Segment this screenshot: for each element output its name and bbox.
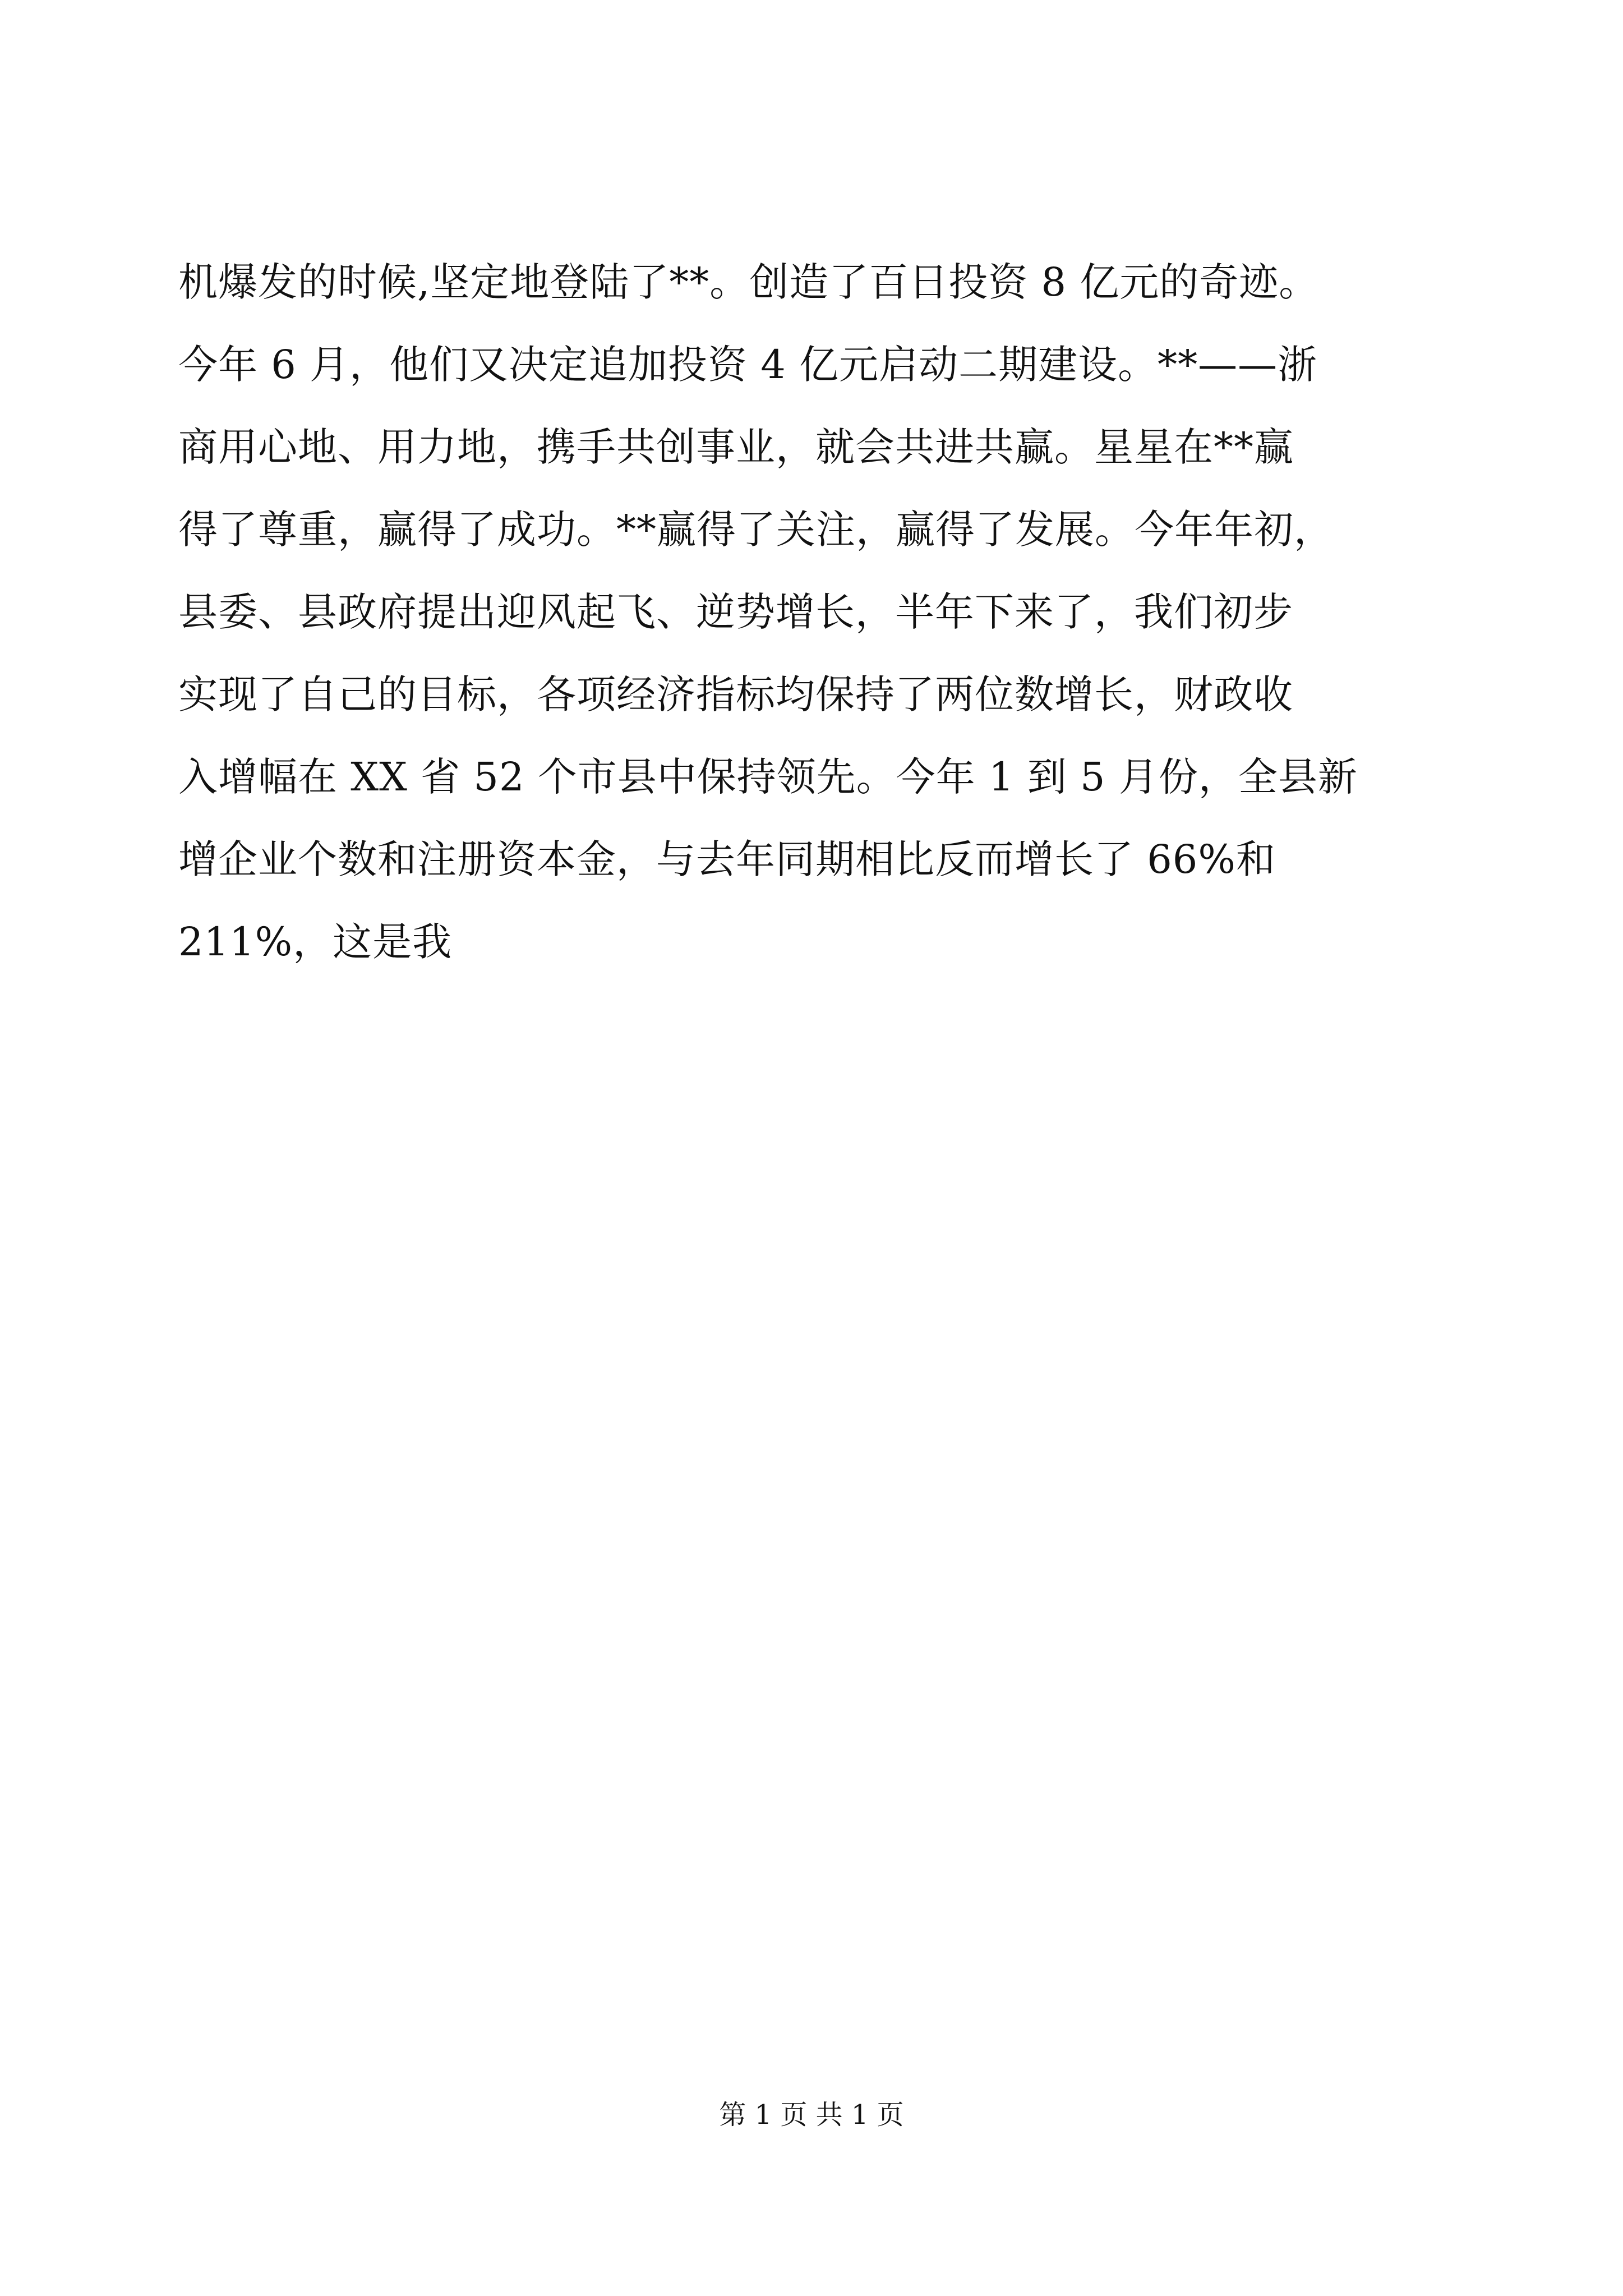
text-line: 商用心地、用力地，携手共创事业，就会共进共赢。星星在**赢 <box>178 424 1294 470</box>
page-footer <box>0 2095 1623 2134</box>
text-line: 入增幅在 XX 省 52 个市县中保持领先。今年 1 到 5 月份，全县新 <box>178 754 1358 800</box>
text-line: 得了尊重，赢得了成功。**赢得了关注，赢得了发展。今年年初， <box>178 507 1334 553</box>
text-line: 实现了自己的目标，各项经济指标均保持了两位数增长，财政收 <box>178 671 1293 717</box>
body-paragraph <box>178 241 1457 983</box>
text-line: 211%，这是我 <box>178 919 453 965</box>
text-line: 县委、县政府提出迎风起飞、逆势增长，半年下来了，我们初步 <box>178 589 1293 635</box>
text-line: 机爆发的时候,坚定地登陆了**。创造了百日投资 8 亿元的奇迹。 <box>178 259 1319 305</box>
text-line: 增企业个数和注册资本金，与去年同期相比反而增长了 66%和 <box>178 836 1276 882</box>
text-line: 今年 6 月，他们又决定追加投资 4 亿元启动二期建设。**——浙 <box>178 342 1318 388</box>
page-number-label: 第 1 页 共 1 页 <box>719 2099 904 2131</box>
